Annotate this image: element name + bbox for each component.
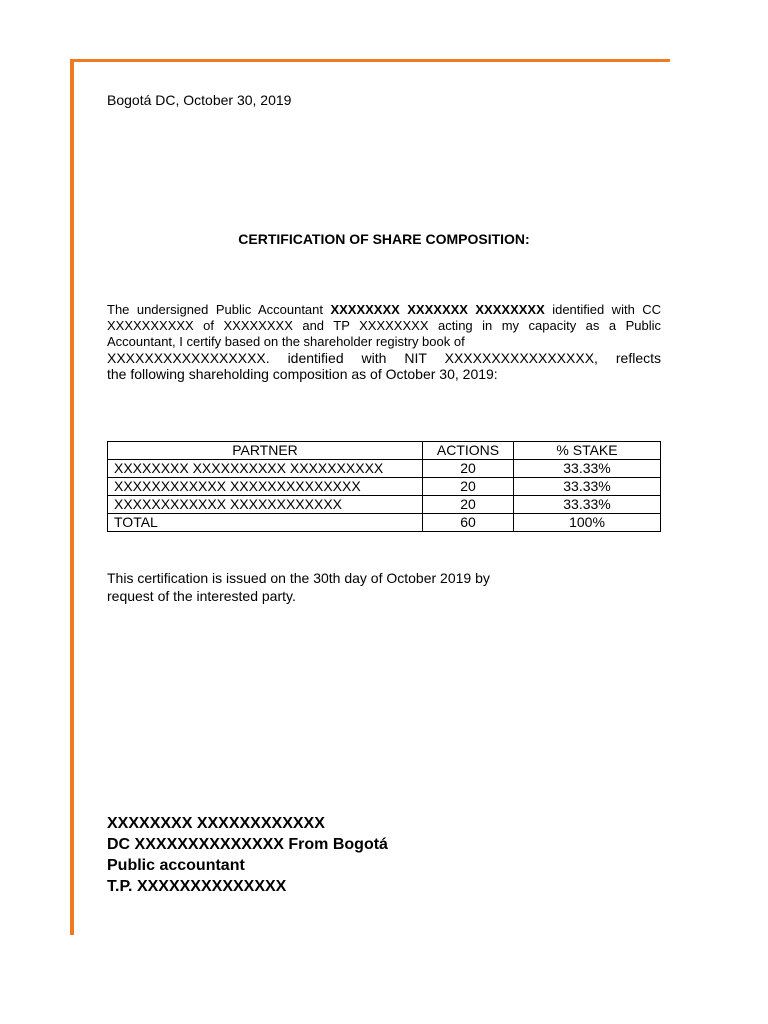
page-border-left: [70, 59, 74, 935]
signer-role: Public accountant: [107, 857, 245, 874]
page-border-top: [73, 59, 670, 62]
document-title: CERTIFICATION OF SHARE COMPOSITION:: [238, 231, 530, 247]
signer-id: DC XXXXXXXXXXXXXX From Bogotá: [107, 836, 388, 853]
closing-statement: This certification is issued on the 30th day of October 2019 by request of the interested party.: [107, 570, 490, 604]
signature-block: [107, 813, 388, 897]
partner-cell: XXXXXXXXXXXX XXXXXXXXXXXX: [108, 496, 423, 514]
actions-cell: 20: [423, 496, 514, 514]
table-row: [108, 460, 661, 478]
total-label: TOTAL: [108, 514, 423, 532]
actions-cell: 20: [423, 460, 514, 478]
header-partner: PARTNER: [108, 442, 423, 460]
composition-date-text: the following shareholding composition as of October 30, 2019:: [107, 366, 498, 382]
stake-cell: 33.33%: [514, 460, 661, 478]
identification-text: identified with CC XXXXXXXXXX of XXXXXXXX and TP XXXXXXXX acting in my capacity as a Public Accountant, I certify based on the shareholder registry book of: [107, 302, 662, 349]
total-actions: 60: [423, 514, 514, 532]
table-row: [108, 478, 661, 496]
certification-paragraph: [107, 302, 661, 383]
share-composition-table: [107, 441, 661, 532]
table-header-row: [108, 442, 661, 460]
table-row: [108, 496, 661, 514]
header-actions: ACTIONS: [423, 442, 514, 460]
table-total-row: [108, 514, 661, 532]
header-stake: % STAKE: [514, 442, 661, 460]
total-stake: 100%: [514, 514, 661, 532]
stake-cell: 33.33%: [514, 478, 661, 496]
partner-cell: XXXXXXXX XXXXXXXXXX XXXXXXXXXX: [108, 460, 423, 478]
company-nit-text: XXXXXXXXXXXXXXXXX. identified with NIT XXXXXXXXXXXXXXXX, reflects: [107, 350, 661, 366]
actions-cell: 20: [423, 478, 514, 496]
signer-tp: T.P. XXXXXXXXXXXXXX: [107, 878, 287, 895]
date-line: Bogotá DC, October 30, 2019: [107, 92, 292, 108]
intro-text: The undersigned Public Accountant: [107, 302, 331, 317]
signer-name: XXXXXXXX XXXXXXXXXXXX: [107, 815, 325, 832]
partner-cell: XXXXXXXXXXXX XXXXXXXXXXXXXX: [108, 478, 423, 496]
stake-cell: 33.33%: [514, 496, 661, 514]
accountant-name: XXXXXXXX XXXXXXX XXXXXXXX: [330, 302, 545, 317]
